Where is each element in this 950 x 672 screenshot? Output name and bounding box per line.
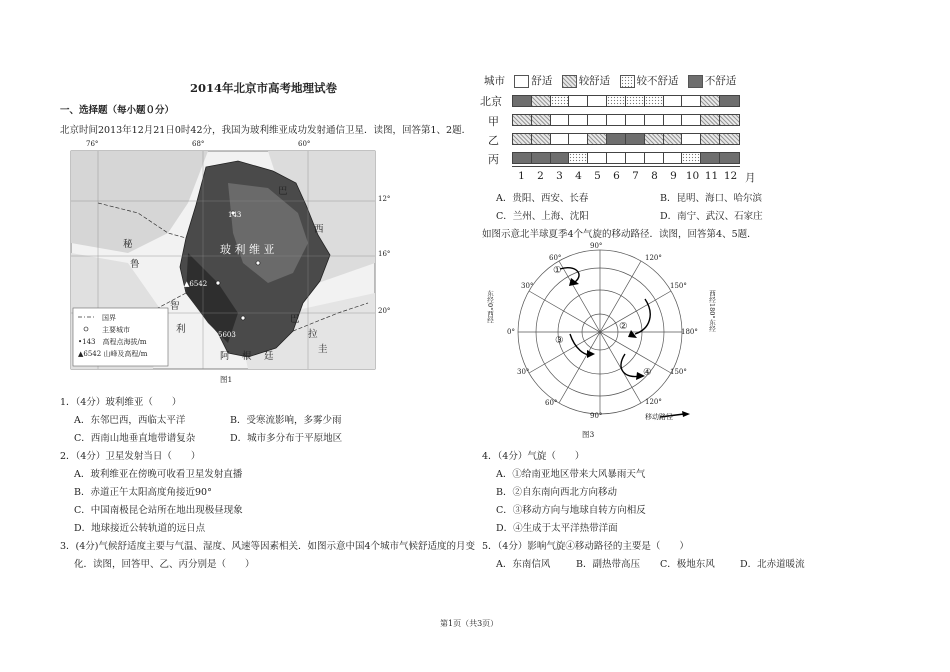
comfort-bar-row (512, 114, 740, 126)
q5-stem: 5．（4分）影响气旋④移动路径的主要是（ ） (482, 541, 689, 552)
lat-label: 12° (378, 195, 391, 203)
polar-label: 120° (645, 398, 662, 406)
row-label: 丙 (488, 153, 499, 166)
comfort-cell (645, 96, 664, 106)
section-heading: 一、选择题（每小题０分） (60, 105, 175, 116)
page-footer: 第1页（共3页） (440, 619, 499, 628)
page-title: 2014年北京市高考地理试卷 (190, 81, 338, 95)
q3-option-d[interactable]: D．南宁、武汉、石家庄 (660, 211, 763, 222)
polar-label: 180° (681, 328, 698, 336)
month-axis (512, 166, 740, 167)
polar-label: 30° (521, 282, 534, 290)
polar-label: 150° (670, 368, 687, 376)
polar-label: 60° (549, 254, 562, 262)
map-label: 西 (314, 224, 324, 235)
q1-option-b[interactable]: B．受寒流影响，多雾少雨 (230, 415, 342, 426)
comfort-cell (664, 96, 683, 106)
legend-swatch-uncomfortable (688, 75, 703, 88)
comfort-cell (513, 96, 532, 106)
comfort-bar-row (512, 133, 740, 145)
month-tick: 12 (723, 170, 738, 182)
comfort-cell (551, 153, 570, 163)
comfort-cell (513, 134, 532, 144)
cyclone-polar-map (505, 244, 705, 424)
month-tick: 10 (685, 170, 700, 182)
month-unit: 月 (745, 172, 756, 184)
comfort-cell (569, 96, 588, 106)
legend-uncomfortable: 不舒适 (704, 75, 737, 87)
q2-option-d[interactable]: D．地球接近公转轨道的远日点 (74, 523, 206, 534)
legend-fairly-comfortable: 较舒适 (578, 75, 611, 87)
map-label: 圭 (318, 344, 328, 355)
comfort-cell (701, 153, 720, 163)
map-label: 廷 (264, 351, 274, 362)
comfort-cell (682, 115, 701, 125)
comfort-cell (607, 96, 626, 106)
month-tick: 7 (632, 170, 639, 182)
cyclone-3-label: ③ (555, 335, 564, 346)
comfort-cell (588, 134, 607, 144)
elev-label: ▲6542 (184, 280, 208, 288)
comfort-cell (682, 96, 701, 106)
lat-label: 20° (378, 307, 391, 315)
comfort-cell (513, 153, 532, 163)
row-label: 北京 (480, 95, 502, 108)
figure3-caption: 图3 (582, 430, 595, 439)
comfort-cell (588, 115, 607, 125)
q3-option-b[interactable]: B．昆明、海口、哈尔滨 (660, 193, 762, 204)
legend-swatch-less-comfortable (620, 75, 635, 88)
month-tick: 1 (518, 170, 525, 182)
q3-option-c[interactable]: C．兰州、上海、沈阳 (496, 211, 589, 222)
map-label: 秘 (123, 239, 133, 250)
month-tick: 9 (670, 170, 677, 182)
comfort-cell (645, 115, 664, 125)
month-tick: 4 (575, 170, 582, 182)
comfort-cell (664, 115, 683, 125)
q2-option-b[interactable]: B．赤道正午太阳高度角接近90° (74, 487, 212, 498)
q4-option-c[interactable]: C．③移动方向与地球自转方向相反 (496, 505, 646, 516)
polar-label: 150° (670, 282, 687, 290)
lon-label: 76° (86, 140, 99, 148)
legend-less-comfortable: 较不舒适 (636, 75, 679, 87)
comfort-cell (626, 115, 645, 125)
cyclone-1-label: ① (553, 265, 562, 276)
q1-stem: 1．（4分）玻利维亚（ ） (60, 397, 182, 408)
comfort-cell (532, 134, 551, 144)
legend-swatch-fairly-comfortable (562, 75, 577, 88)
q3-stem-line1: 3．(4分)气候舒适度主要与气温、湿度、风速等因素相关．如图示意中国4个城市气候舒适度的月变 (60, 541, 476, 552)
comfort-cell (626, 153, 645, 163)
comfort-cell (645, 134, 664, 144)
comfort-cell (551, 134, 570, 144)
legend-swatch-comfortable (514, 75, 529, 88)
polar-label: 30° (517, 368, 530, 376)
map-label: 巴 (290, 314, 300, 325)
map-label: 巴 (278, 186, 288, 197)
q3-option-a[interactable]: A．贵阳、西安、长春 (496, 193, 589, 204)
cyclone-2-label: ② (619, 321, 628, 332)
map-label: 鲁 (130, 259, 140, 270)
q3-stem-line2: 化．读图，回答甲、乙、丙分别是（ ） (74, 559, 255, 570)
q5-option-d[interactable]: D．北赤道暖流 (740, 559, 805, 570)
q5-option-a[interactable]: A．东南信风 (496, 559, 551, 570)
intro-q1-2: 北京时间2013年12月21日0时42分，我国为玻利维亚成功发射通信卫星．读图，回答第1、2题． (60, 125, 472, 136)
elev-label: 143 (228, 211, 242, 219)
month-tick: 6 (613, 170, 620, 182)
legend-border: 国界 (102, 314, 116, 322)
polar-label: 120° (645, 254, 662, 262)
comfort-cell (532, 153, 551, 163)
q2-stem: 2．（4分）卫星发射当日（ ） (60, 451, 201, 462)
map-label: 智 (170, 301, 180, 312)
comfort-cell (532, 115, 551, 125)
comfort-cell (513, 115, 532, 125)
legend-elev-point: •143 高程点海拔/m (78, 338, 147, 346)
row-label: 乙 (488, 134, 499, 147)
comfort-legend (484, 73, 736, 88)
comfort-cell (588, 153, 607, 163)
comfort-cell (682, 153, 701, 163)
comfort-cell (701, 115, 720, 125)
comfort-cell (569, 134, 588, 144)
comfort-cell (720, 96, 739, 106)
row-label: 甲 (488, 115, 499, 128)
elev-label: 5603 (218, 331, 236, 339)
polar-label: 60° (545, 399, 558, 407)
map-label: 利 (176, 324, 186, 335)
move-path-legend: 移动路径 (645, 413, 673, 421)
map-label: 根 (242, 351, 252, 362)
q4-stem: 4．（4分）气旋（ ） (482, 451, 585, 462)
lat-label: 16° (378, 250, 391, 258)
intro-q4-5: 如图示意北半球夏季4个气旋的移动路径．读图，回答第4、5题． (482, 229, 757, 240)
comfort-cell (607, 134, 626, 144)
comfort-cell (626, 96, 645, 106)
comfort-cell (532, 96, 551, 106)
polar-side-left: 东经0°西经 (486, 290, 494, 324)
comfort-bar-row (512, 95, 740, 107)
polar-label: 90° (590, 242, 603, 250)
q4-option-d[interactable]: D．④生成于太平洋热带洋面 (496, 523, 618, 534)
comfort-cell (569, 153, 588, 163)
month-tick: 8 (651, 170, 658, 182)
comfort-cell (664, 134, 683, 144)
cyclone-4-label: ④ (643, 367, 652, 378)
polar-side-right: 西经180°东经 (708, 290, 716, 332)
q1-option-d[interactable]: D．城市多分布于平原地区 (230, 433, 343, 444)
move-path-legend-arrow (660, 404, 690, 412)
comfort-cell (701, 96, 720, 106)
comfort-cell (551, 115, 570, 125)
comfort-cell (626, 134, 645, 144)
month-tick: 3 (556, 170, 563, 182)
map-label: 拉 (308, 329, 318, 340)
q4-option-b[interactable]: B．②自东南向西北方向移动 (496, 487, 617, 498)
comfort-cell (682, 134, 701, 144)
comfort-cell (607, 115, 626, 125)
q2-option-c[interactable]: C．中国南极昆仑站所在地出现极昼现象 (74, 505, 243, 516)
q1-option-c[interactable]: C．西南山地垂直地带谱复杂 (74, 433, 196, 444)
month-tick: 2 (537, 170, 544, 182)
q1-option-a[interactable]: A．东邻巴西，西临太平洋 (74, 415, 186, 426)
comfort-cell (720, 153, 739, 163)
q5-option-b[interactable]: B．副热带高压 (576, 559, 640, 570)
month-tick: 11 (704, 170, 719, 182)
lon-label: 68° (192, 140, 205, 148)
polar-label: 0° (507, 328, 515, 336)
legend-city-label: 城市 (484, 75, 505, 87)
comfort-cell (588, 96, 607, 106)
map-label-bolivia: 玻 利 维 亚 (220, 243, 275, 256)
q4-option-a[interactable]: A．①给南亚地区带来大风暴雨天气 (496, 469, 646, 480)
polar-label: 90° (590, 412, 603, 420)
comfort-cell (569, 115, 588, 125)
comfort-cell (645, 153, 664, 163)
comfort-cell (607, 153, 626, 163)
q2-option-a[interactable]: A．玻利维亚在傍晚可收看卫星发射直播 (74, 469, 243, 480)
comfort-cell (664, 153, 683, 163)
legend-city: 主要城市 (102, 326, 130, 334)
comfort-cell (551, 96, 570, 106)
q5-option-c[interactable]: C．极地东风 (660, 559, 715, 570)
lon-label: 60° (298, 140, 311, 148)
comfort-cell (720, 115, 739, 125)
comfort-cell (720, 134, 739, 144)
bolivia-map (68, 140, 391, 373)
month-tick: 5 (594, 170, 601, 182)
map-label: 阿 (220, 351, 230, 362)
comfort-cell (701, 134, 720, 144)
comfort-bar-row (512, 152, 740, 164)
legend-peak: ▲6542 山峰及高程/m (78, 350, 148, 358)
figure1-caption: 图1 (220, 375, 233, 384)
month-tick-labels (512, 170, 740, 184)
legend-comfortable: 舒适 (531, 75, 553, 87)
